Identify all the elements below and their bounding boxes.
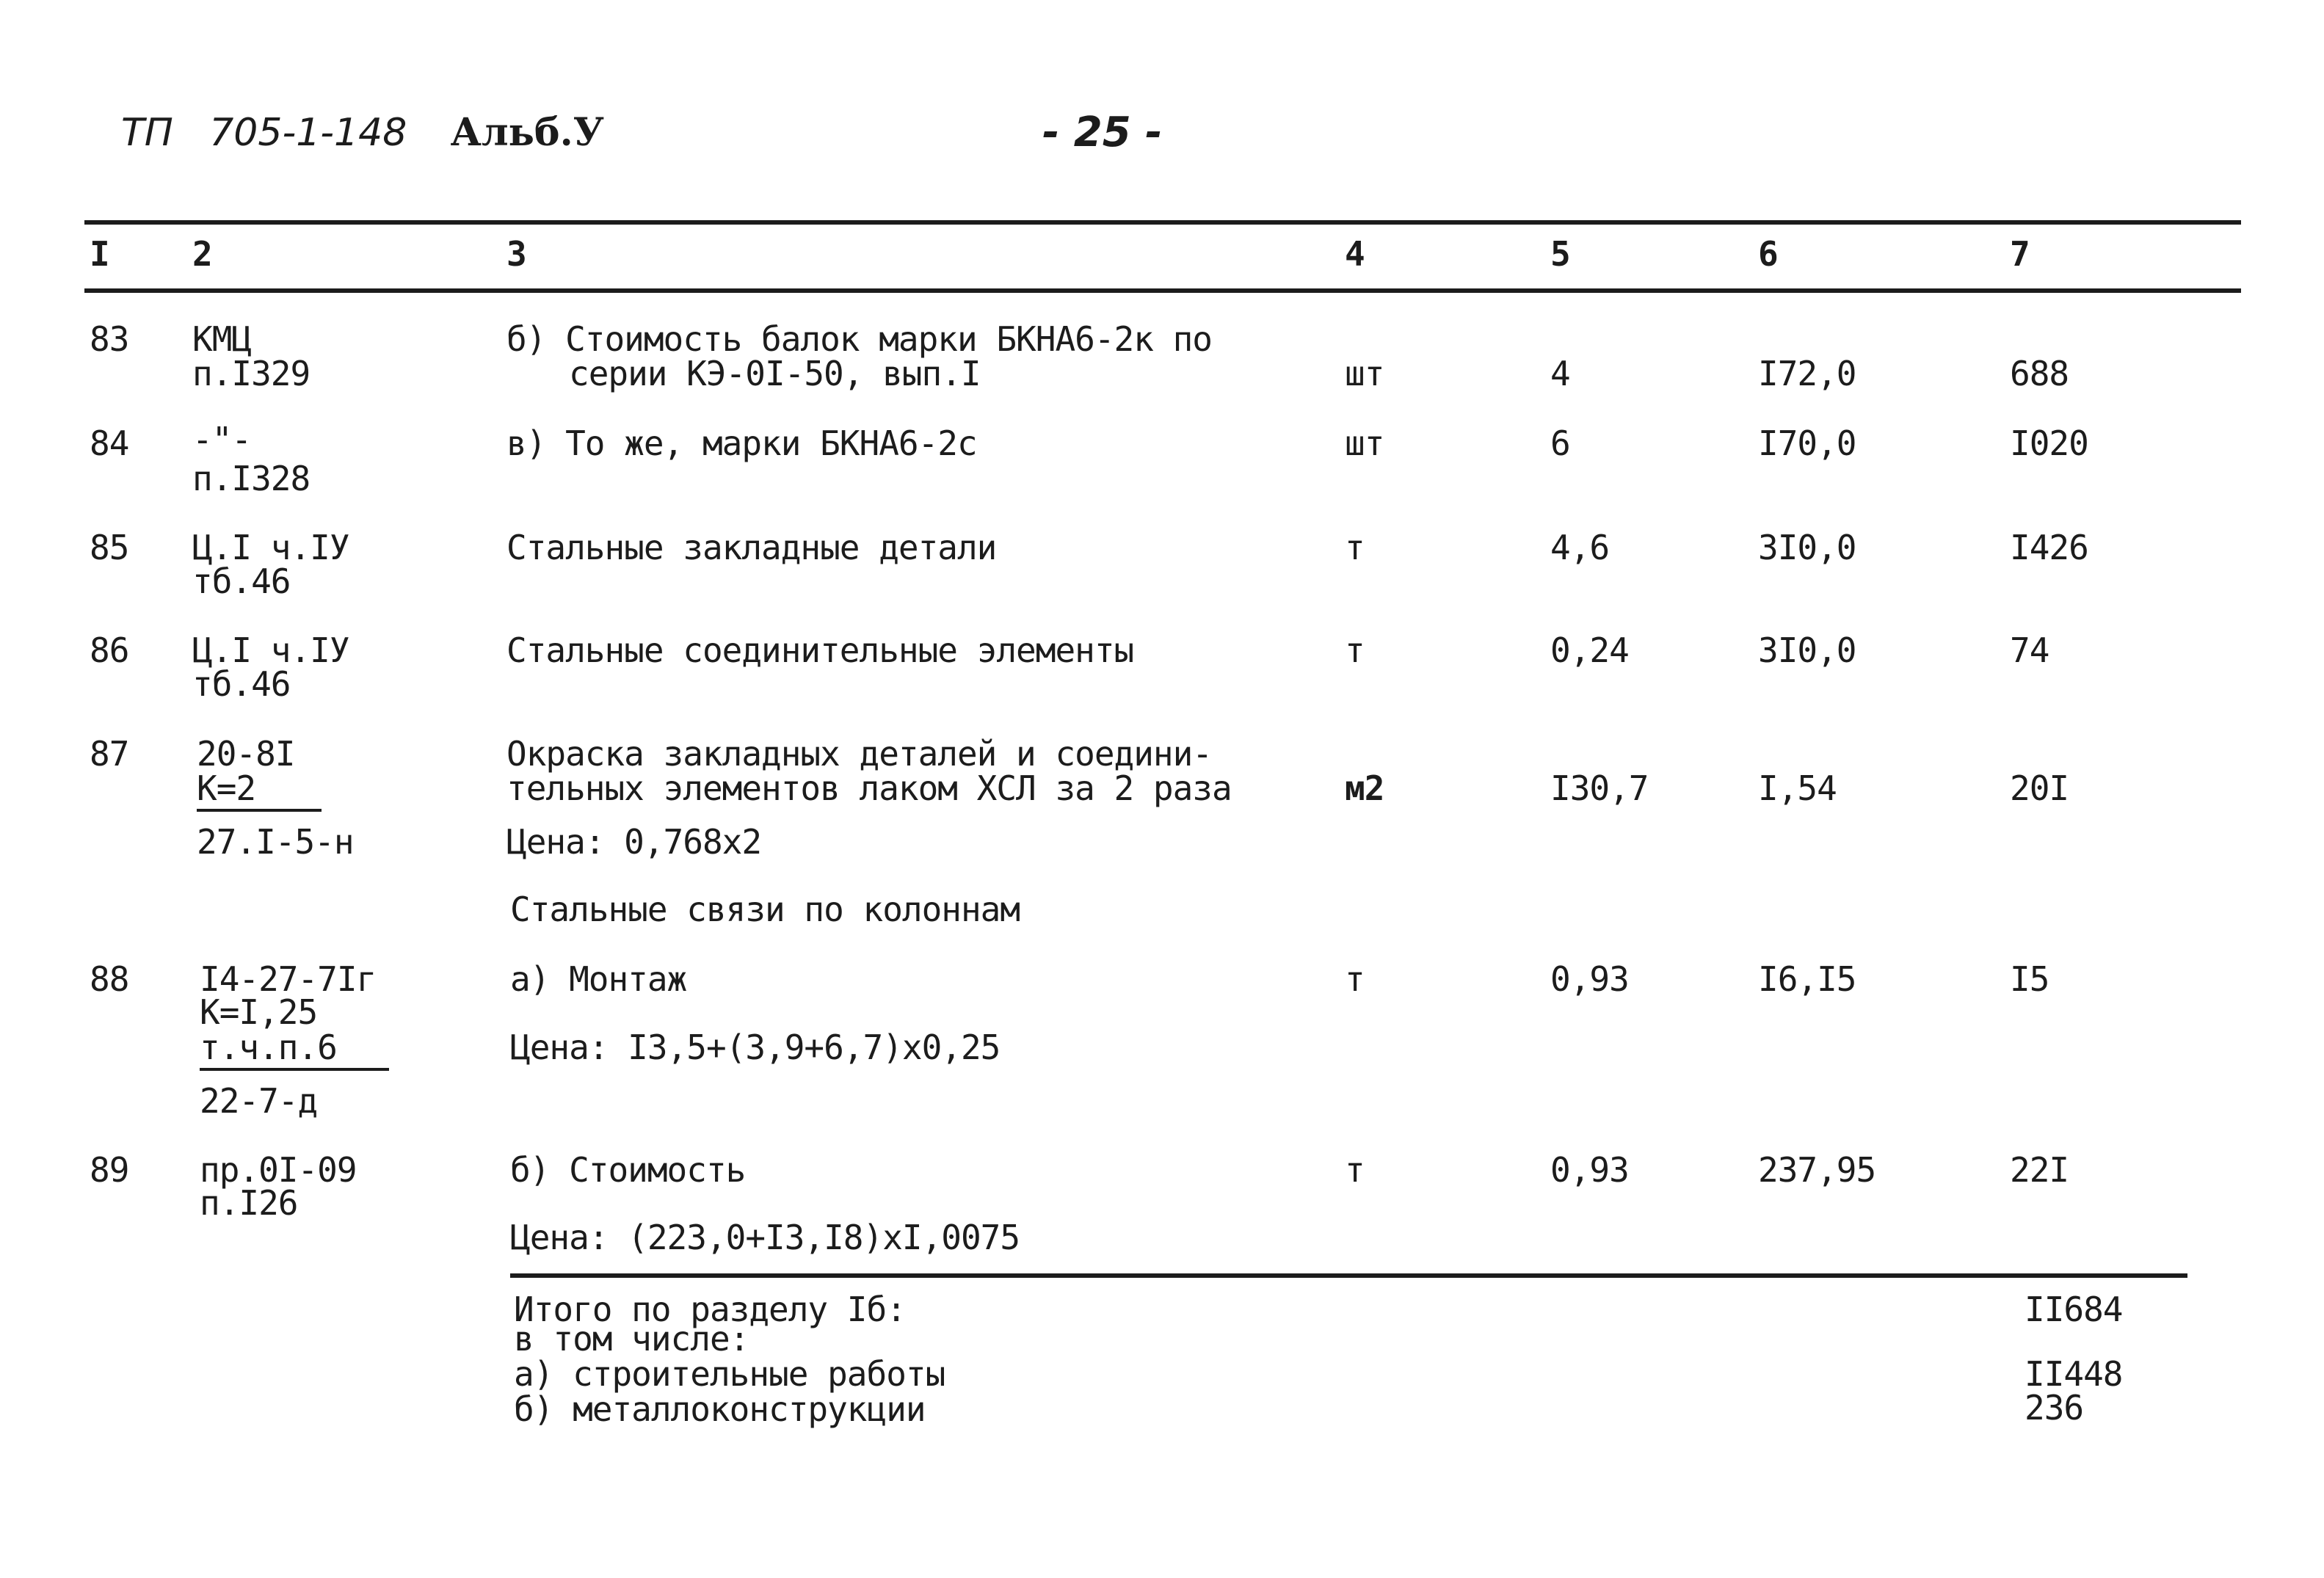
row-86-number: 86: [90, 630, 129, 670]
row-88-unit: т: [1345, 959, 1365, 999]
row-88-coefficient: К=I,25: [200, 992, 318, 1032]
row-87-coefficient: К=2: [197, 771, 322, 812]
album-label: Альб.У: [450, 110, 604, 155]
row-87-description-cont: тельных элементов лаком ХСЛ за 2 раза: [506, 768, 1232, 808]
column-header-2: 2: [192, 234, 212, 274]
row-88-description: а) Монтаж: [510, 959, 687, 999]
row-88-number: 88: [90, 959, 129, 999]
row-87-code: 20-8I: [197, 734, 295, 774]
row-83-code-ref: п.I329: [192, 354, 311, 393]
series-number: 705-1-148: [209, 111, 407, 155]
row-87-unit: м2: [1345, 768, 1384, 808]
row-88-price-formula: Цена: I3,5+(3,9+6,7)х0,25: [510, 1028, 1001, 1067]
row-83-description-cont: серии КЭ-0I-50, вып.I: [569, 354, 981, 393]
summary-construction-total: II448: [2025, 1354, 2123, 1394]
row-88-price: I6,I5: [1758, 959, 1856, 999]
column-header-1: I: [90, 234, 109, 274]
section-heading: Стальные связи по колоннам: [510, 890, 1020, 929]
row-88-code-ref: 22-7-д: [200, 1081, 318, 1121]
row-84-code: -"-: [192, 420, 252, 459]
row-87-price: I,54: [1758, 768, 1837, 808]
summary-title: Итого по разделу Iб:: [514, 1290, 906, 1329]
row-87-number: 87: [90, 734, 129, 774]
row-89-price: 237,95: [1758, 1150, 1876, 1190]
row-84-unit: шт: [1345, 423, 1384, 463]
row-89-code-ref: п.I26: [200, 1183, 298, 1223]
row-87-price-formula: Цена: 0,768х2: [506, 822, 762, 862]
row-85-code: Ц.I ч.IУ: [192, 528, 349, 567]
row-83-description: б) Стоимость балок марки БКНА6-2к по: [506, 319, 1212, 359]
row-86-price: 3I0,0: [1758, 630, 1856, 670]
row-84-total: I020: [2010, 423, 2088, 463]
row-86-code: Ц.I ч.IУ: [192, 630, 349, 670]
table-top-rule: [84, 220, 2241, 225]
row-85-number: 85: [90, 528, 129, 567]
row-88-code-note: т.ч.п.6: [200, 1030, 389, 1071]
row-87-total: 20I: [2010, 768, 2069, 808]
header-bottom-rule: [84, 288, 2241, 293]
row-89-unit: т: [1345, 1150, 1365, 1190]
summary-rule: [510, 1273, 2187, 1278]
row-84-quantity: 6: [1550, 423, 1570, 463]
row-85-price: 3I0,0: [1758, 528, 1856, 567]
row-89-number: 89: [90, 1150, 129, 1190]
row-87-description: Окраска закладных деталей и соедини-: [506, 734, 1212, 774]
row-88-code: I4-27-7Iг: [200, 959, 377, 999]
row-83-unit: шт: [1345, 354, 1384, 393]
row-83-number: 83: [90, 319, 129, 359]
column-header-7: 7: [2010, 234, 2030, 274]
column-header-5: 5: [1550, 234, 1570, 274]
column-header-4: 4: [1345, 234, 1365, 274]
row-87-quantity: I30,7: [1550, 768, 1649, 808]
row-85-total: I426: [2010, 528, 2088, 567]
row-88-total: I5: [2010, 959, 2049, 999]
row-86-total: 74: [2010, 630, 2049, 670]
row-89-description: б) Стоимость: [510, 1150, 746, 1190]
row-86-code-ref: тб.46: [192, 664, 291, 704]
summary-including: в том числе:: [514, 1319, 749, 1359]
row-84-number: 84: [90, 423, 129, 463]
page-number: - 25 -: [1042, 109, 1163, 156]
row-89-code: пр.0I-09: [200, 1150, 357, 1190]
row-89-quantity: 0,93: [1550, 1150, 1629, 1190]
row-83-code: КМЦ: [192, 319, 252, 359]
row-89-total: 22I: [2010, 1150, 2069, 1190]
row-85-quantity: 4,6: [1550, 528, 1610, 567]
row-86-description: Стальные соединительные элементы: [506, 630, 1134, 670]
document-series: [121, 110, 604, 155]
column-header-6: 6: [1758, 234, 1778, 274]
row-87-code-ref: 27.I-5-н: [197, 822, 354, 862]
summary-total: II684: [2025, 1290, 2123, 1329]
row-88-quantity: 0,93: [1550, 959, 1629, 999]
row-84-code-ref: п.I328: [192, 459, 311, 498]
row-86-unit: т: [1345, 630, 1365, 670]
row-85-code-ref: тб.46: [192, 561, 291, 601]
row-85-unit: т: [1345, 528, 1365, 567]
summary-metal-label: б) металлоконструкции: [514, 1389, 926, 1429]
row-85-description: Стальные закладные детали: [506, 528, 997, 567]
column-header-3: 3: [506, 234, 526, 274]
summary-metal-total: 236: [2025, 1388, 2084, 1428]
row-83-price: I72,0: [1758, 354, 1856, 393]
row-86-quantity: 0,24: [1550, 630, 1629, 670]
summary-construction-label: а) строительные работы: [514, 1354, 945, 1394]
row-84-description: в) То же, марки БКНА6-2с: [506, 423, 977, 463]
row-83-quantity: 4: [1550, 354, 1570, 393]
row-89-price-formula: Цена: (223,0+I3,I8)хI,0075: [510, 1218, 1020, 1257]
row-83-total: 688: [2010, 354, 2069, 393]
row-84-price: I70,0: [1758, 423, 1856, 463]
series-prefix: ТП: [121, 111, 173, 155]
